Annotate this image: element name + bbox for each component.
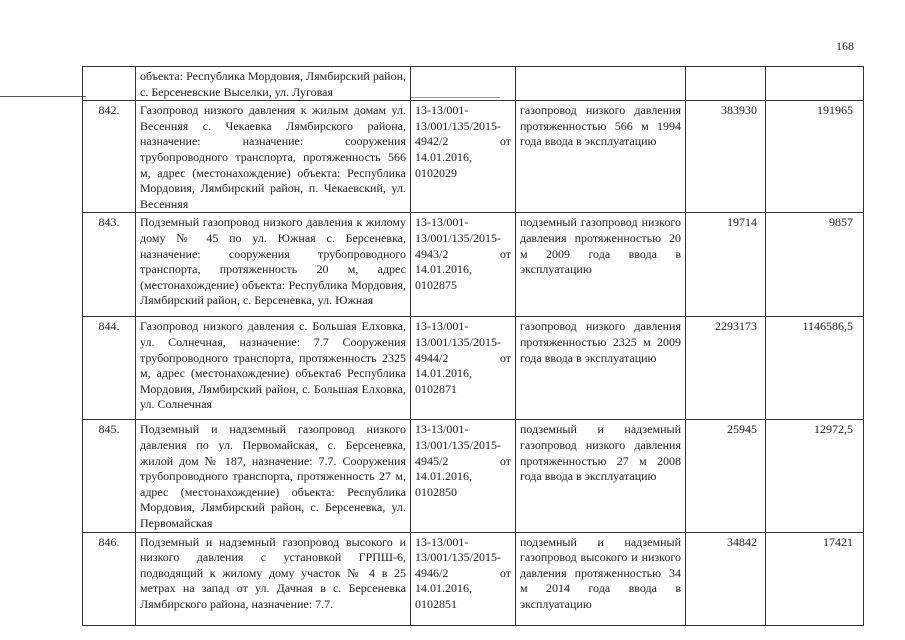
- balance-value: 383930: [686, 101, 766, 213]
- registration-record: 13-13/001-13/001/135/2015-4942/2 от 14.01.2016, 0102029: [411, 101, 516, 213]
- registration-record: 13-13/001-13/001/135/2015-4943/2 от 14.01.2016, 0102875: [411, 213, 516, 317]
- registration-record: [411, 67, 516, 101]
- row-number: 842.: [83, 101, 136, 213]
- table-row: [83, 67, 864, 101]
- registration-record: 13-13/001-13/001/135/2015-4946/2 от 14.01.2016, 0102851: [411, 532, 516, 625]
- table-row: [83, 532, 864, 625]
- row-number: [83, 67, 136, 101]
- table-row: [83, 317, 864, 420]
- page-number: 168: [836, 39, 854, 53]
- balance-value: 25945: [686, 420, 766, 532]
- residual-value: 191965: [766, 101, 864, 213]
- residual-value: 17421: [766, 532, 864, 625]
- object-characteristic: газопровод низкого давления протяженностью 2325 м 2009 года ввода в эксплуатацию: [516, 317, 686, 420]
- balance-value: 19714: [686, 213, 766, 317]
- registration-record: 13-13/001-13/001/135/2015-4944/2 от 14.01.2016, 0102871: [411, 317, 516, 420]
- row-number: 844.: [83, 317, 136, 420]
- object-characteristic: [516, 67, 686, 101]
- object-characteristic: подземный газопровод низкого давления протяженностью 20 м 2009 года ввода в эксплуатацию: [516, 213, 686, 317]
- object-description: объекта: Республика Мордовия, Лямбирский район, с. Берсеневские Выселки, ул. Луговая: [136, 67, 411, 101]
- row-number: 845.: [83, 420, 136, 532]
- object-description: Газопровод низкого давления к жилым домам ул. Весенняя с. Чекаевка Лямбирского района, назначение: назначение: сооружения трубопроводного транспорта, протяженность 566 м, адрес (местонахождение) объекта: Республика Мордовия, Лямбирский район, п. Чекаевский, ул. Весенняя: [136, 101, 411, 213]
- object-description: Газопровод низкого давления с. Большая Елховка, ул. Солнечная, назначение: 7.7 Сооружения трубопроводного транспорта, протяженность 2325 м, адрес (местонахождение) объекта6 Республика Мордовия, Лямбирский район, с. Большая Елховка, ул. Солнечная: [136, 317, 411, 420]
- residual-value: 12972,5: [766, 420, 864, 532]
- scan-artifact-line: [0, 96, 86, 97]
- object-characteristic: газопровод низкого давления протяженностью 566 м 1994 года ввода в эксплуатацию: [516, 101, 686, 213]
- object-characteristic: подземный и надземный газопровод низкого давления протяженностью 27 м 2008 года ввода в эксплуатацию: [516, 420, 686, 532]
- registry-table: [82, 66, 864, 626]
- table-row: [83, 420, 864, 532]
- object-description: Подземный и надземный газопровод высокого и низкого давления с установкой ГРПШ-6, подводящий к жилому дому участок № 4 в 25 метрах на запад от ул. Дачная в с. Берсеневка Лямбирского района, назначение: 7.7.: [136, 532, 411, 625]
- balance-value: 34842: [686, 532, 766, 625]
- row-number: 843.: [83, 213, 136, 317]
- residual-value: 1146586,5: [766, 317, 864, 420]
- row-number: 846.: [83, 532, 136, 625]
- table-row: [83, 213, 864, 317]
- residual-value: [766, 67, 864, 101]
- registration-record: 13-13/001-13/001/135/2015-4945/2 от 14.01.2016, 0102850: [411, 420, 516, 532]
- object-description: Подземный газопровод низкого давления к жилому дому № 45 по ул. Южная с. Берсеневка, назначение: сооружения трубопроводного транспорта, протяженность 20 м, адрес (местонахождение) объекта: Республика Мордовия, Лямбирский район, с. Берсеневка, ул. Южная: [136, 213, 411, 317]
- table-row: [83, 101, 864, 213]
- registry-table-container: [82, 66, 863, 611]
- residual-value: 9857: [766, 213, 864, 317]
- balance-value: 2293173: [686, 317, 766, 420]
- balance-value: [686, 67, 766, 101]
- object-characteristic: подземный и надземный газопровод высокого и низкого давления протяженностью 34 м 2014 года ввода в эксплуатацию: [516, 532, 686, 625]
- object-description: Подземный и надземный газопровод низкого давления по ул. Первомайская, с. Берсеневка, жилой дом № 187, назначение: 7.7. Сооружения трубопроводного транспорта, протяженность 27 м, адрес (местонахождение) объекта: Республика Мордовия, Лямбирский район, с. Берсеневка, ул. Первомайская: [136, 420, 411, 532]
